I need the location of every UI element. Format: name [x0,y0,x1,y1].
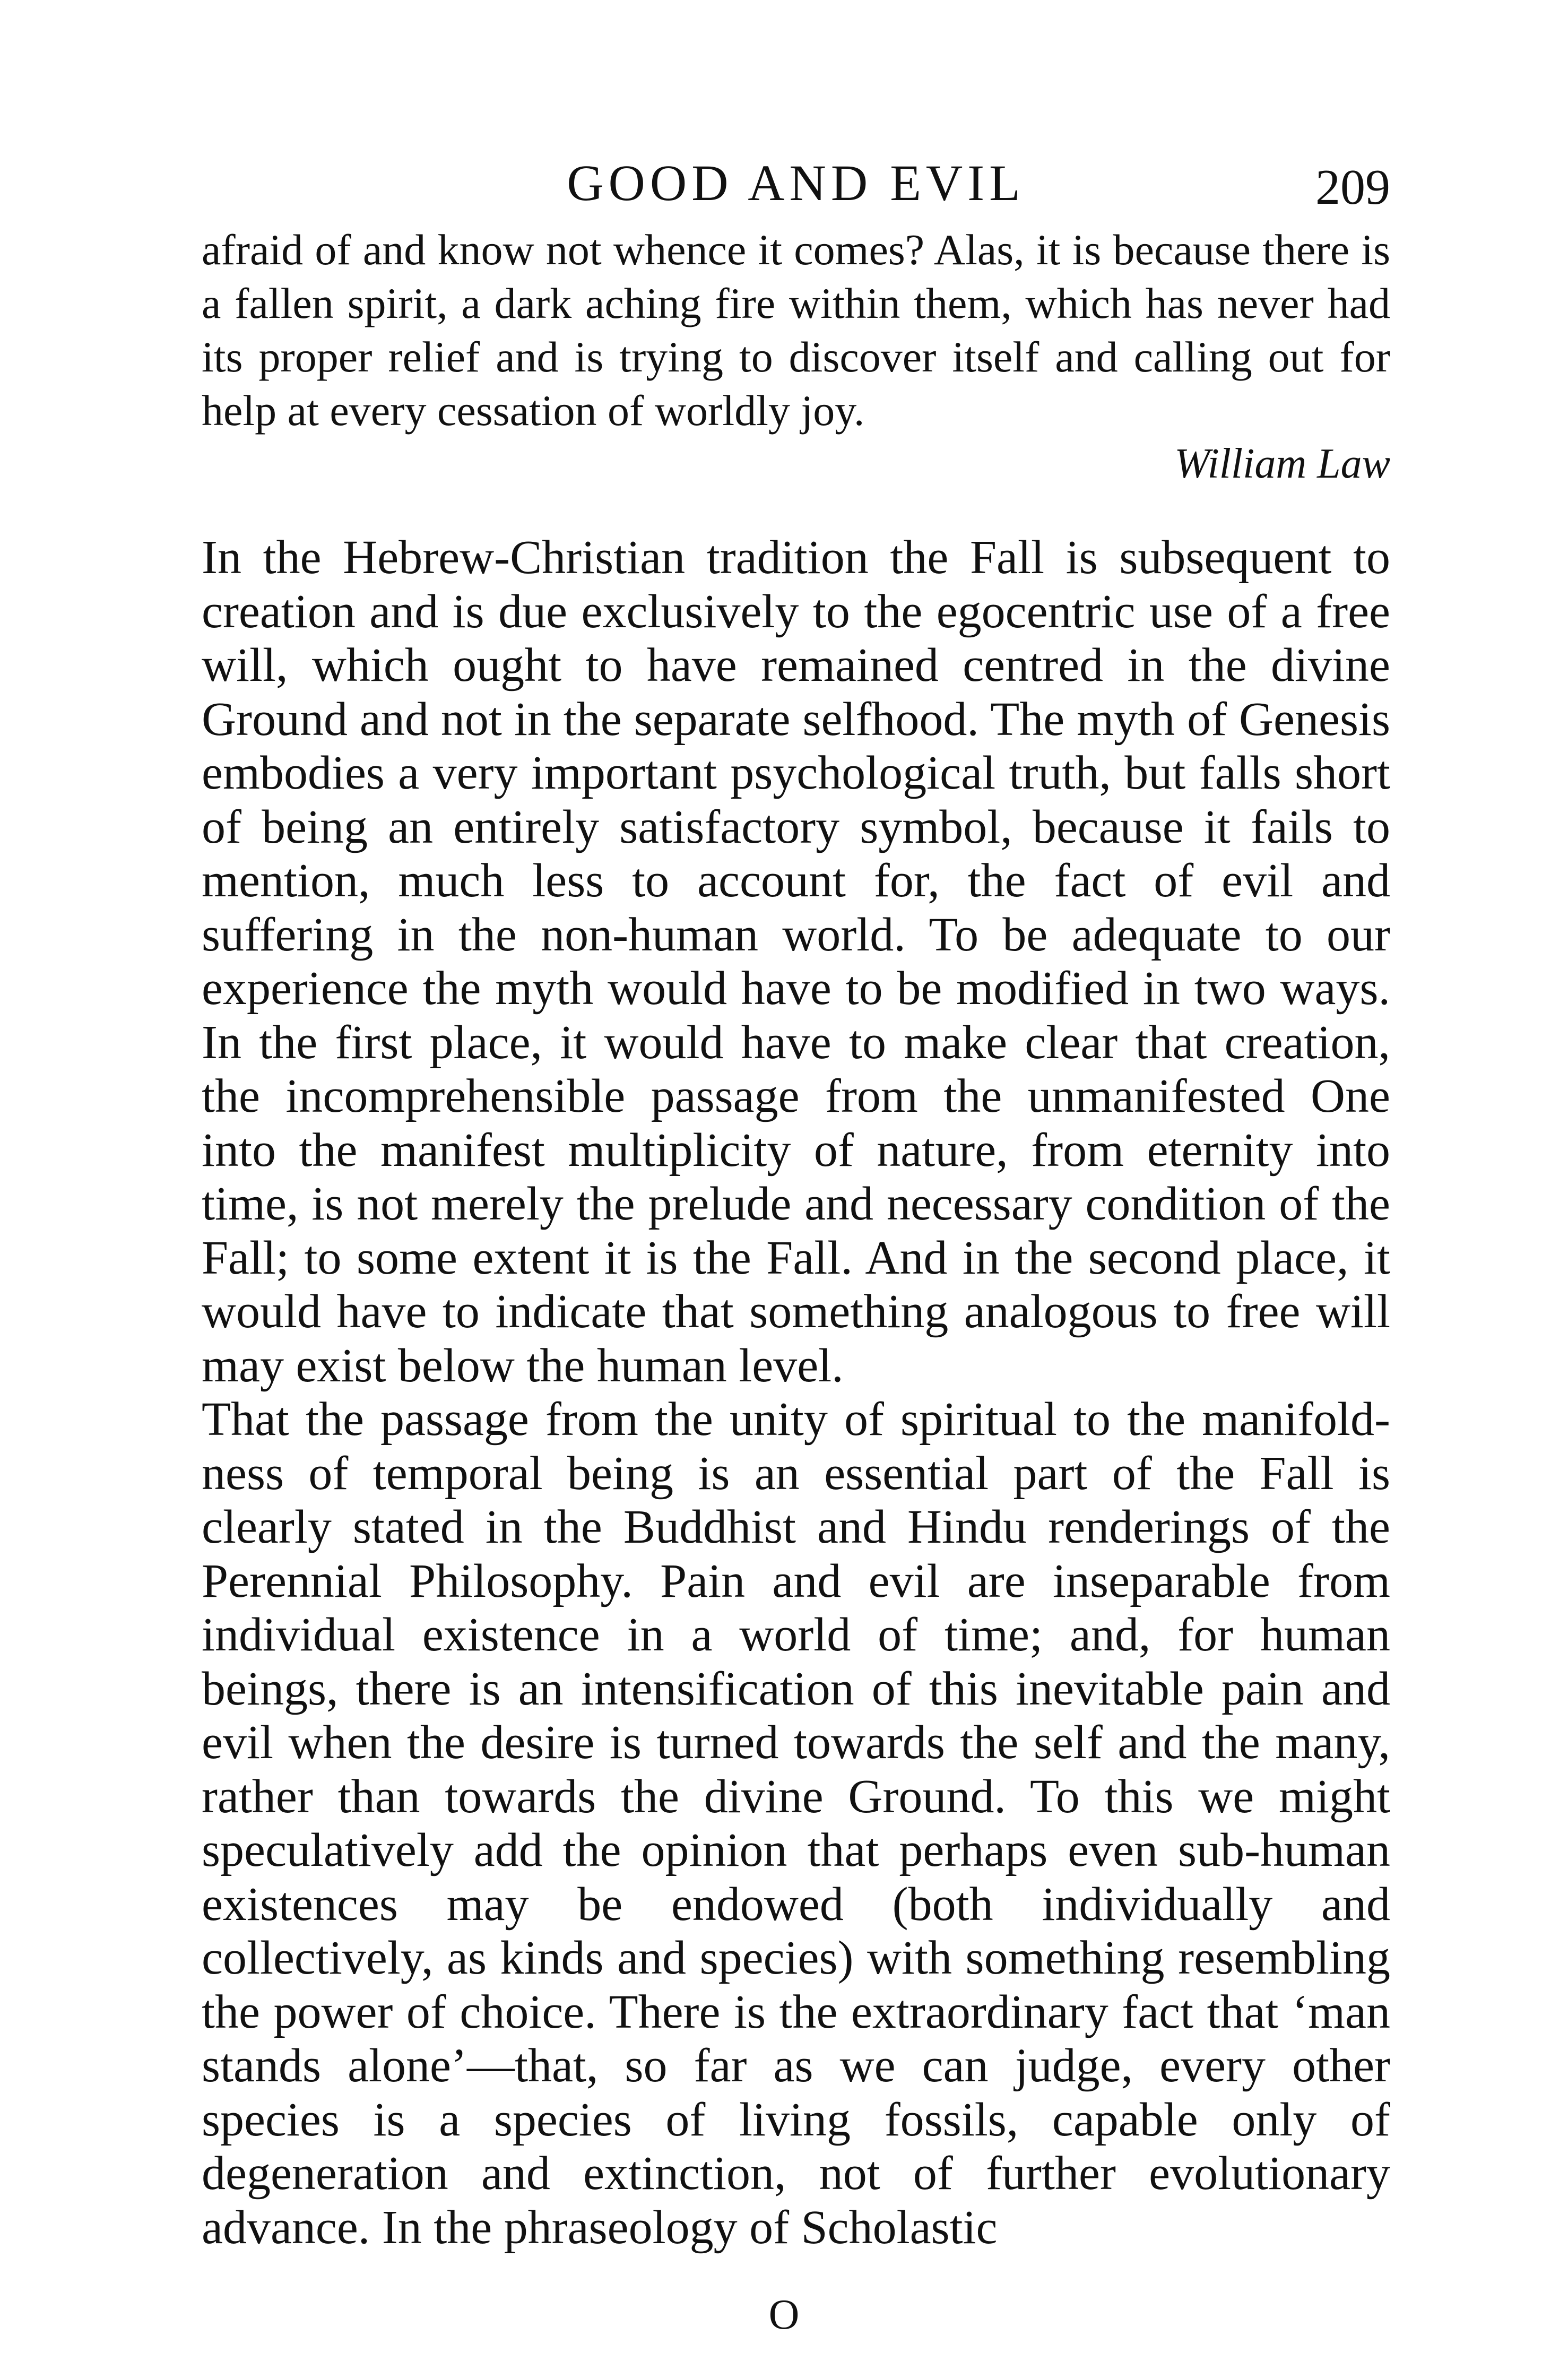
body-text [202,531,1390,2254]
running-head: GOOD AND EVIL [567,154,1025,211]
quotation-attribution: William Law [1174,440,1390,487]
quotation-text: afraid of and know not whence it comes? Alas, it is because there is a fallen spirit, a dark aching fire within them, which has never had its proper relief and is trying to discover itself and calling out for help at every cessation of worldly joy. [202,226,1390,435]
page-number: 209 [1315,160,1390,215]
signature-mark: O [768,2291,800,2338]
paragraph-2: That the passage from the unity of spiritual to the manifoldness of temporal being is an essential part of the Fall is clearly stated in the Buddhist and Hindu renderings of the Perennial Philosophy. Pain and evil are inseparable from individual existence in a world of time; and, for human beings, there is an intensification of this inevitable pain and evil when the desire is turned towards the self and the many, rather than towards the divine Ground. To this we might speculatively add the opinion that perhaps even sub-human existences may be endowed (both individually and collectively, as kinds and species) with something resembling the power of choice. There is the extraordinary fact that ‘man stands alone’—that, so far as we can judge, every other species is a species of living fossils, capable only of degeneration and extinction, not of further evolutionary advance. In the phraseology of Scholastic [202,1393,1390,2254]
page-header [202,151,1390,215]
paragraph-1: In the Hebrew-Christian tradition the Fall is subsequent to creation and is due exclusively to the egocentric use of a free will, which ought to have remained centred in the divine Ground and not in the separate selfhood. The myth of Genesis embodies a very important psychological truth, but falls short of being an entirely satisfactory symbol, because it fails to mention, much less to account for, the fact of evil and suffering in the non-human world. To be adequate to our experience the myth would have to be modified in two ways. In the first place, it would have to make clear that creation, the incomprehensible passage from the unmanifested One into the manifest multiplicity of nature, from eternity into time, is not merely the prelude and necessary condition of the Fall; to some extent it is the Fall. And in the second place, it would have to indicate that something analogous to free will may exist below the human level. [202,531,1390,1392]
quotation-block [202,223,1390,437]
